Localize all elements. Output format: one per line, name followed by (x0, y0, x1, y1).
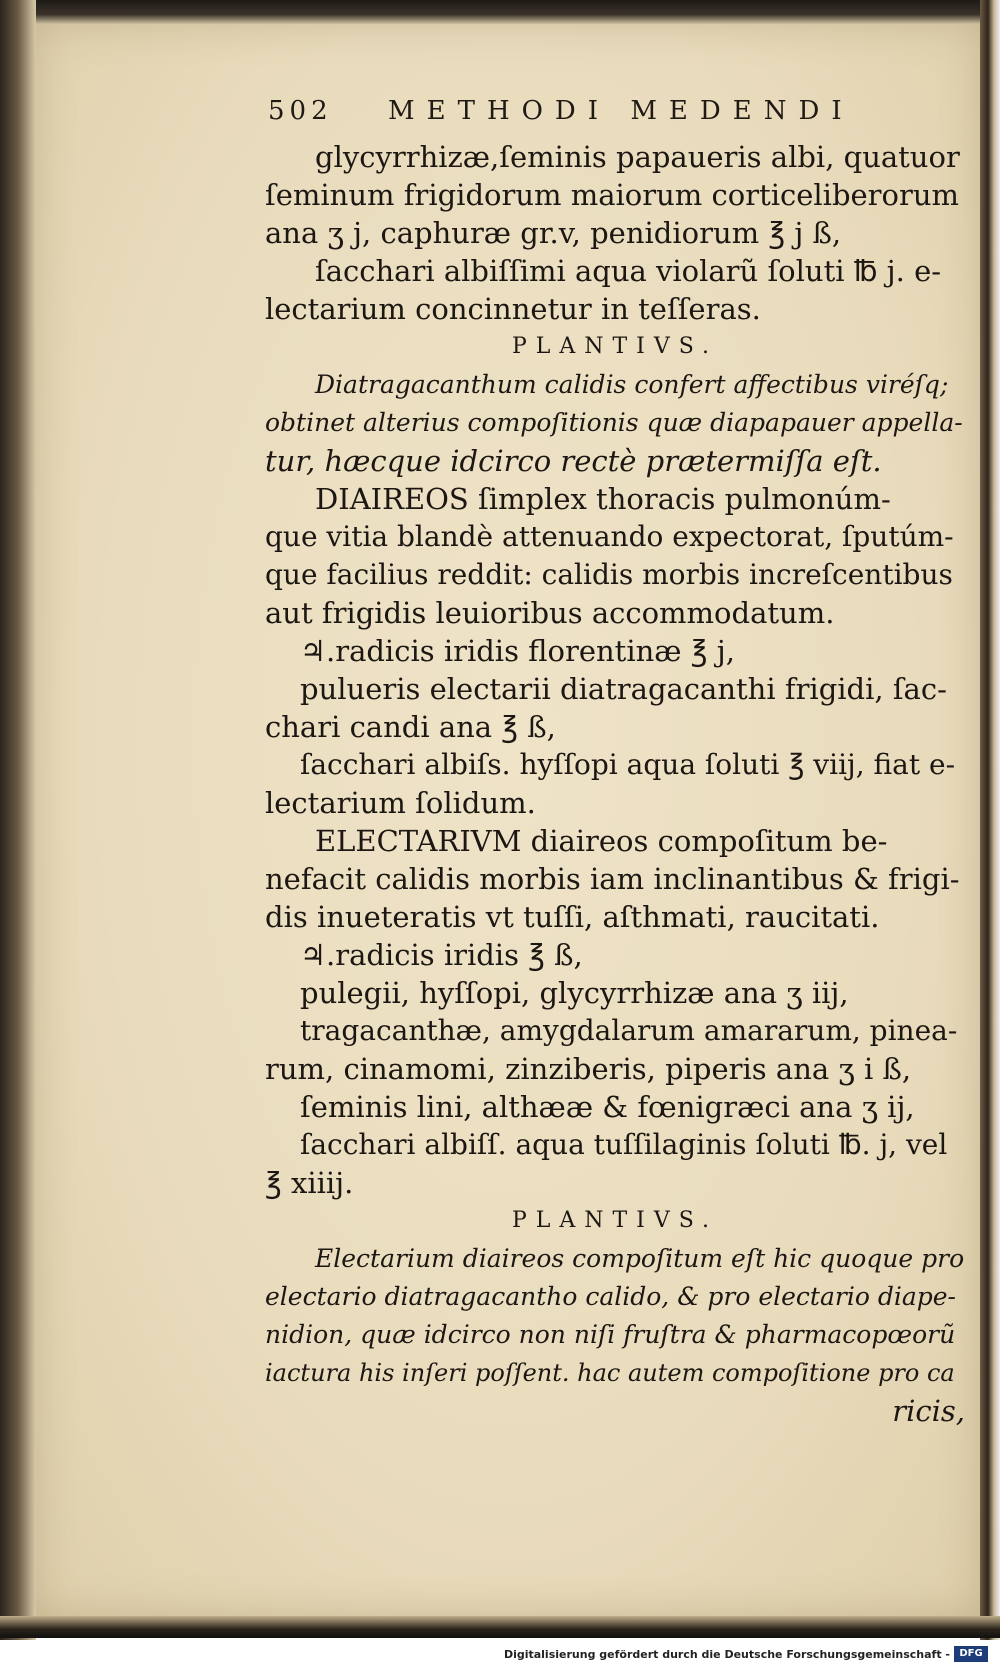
text-line: lectarium concinnetur in teſſeras. (265, 292, 761, 326)
text-line: lectarium ſolidum. (265, 786, 536, 820)
dfg-logo-icon: DFG (954, 1646, 988, 1662)
text-line: ♃.radicis iridis florentinæ ℥ j, (300, 634, 735, 668)
text-line: ricis, (892, 1394, 965, 1428)
text-line: ℥ xiiij. (265, 1166, 354, 1200)
text-line: dis inueteratis vt tuſſi, aſthmati, raucitati. (265, 900, 880, 934)
text-line: chari candi ana ℥ ß, (265, 710, 556, 744)
text-line: pulueris electarii diatragacanthi frigidi, ſac- (300, 672, 947, 706)
text-line: que facilius reddit: calidis morbis increſcentibus (265, 558, 953, 591)
text-line: nefacit calidis morbis iam inclinantibus & frigi- (265, 862, 960, 896)
text-line: Diatragacanthum calidis confert affectibus viréſq; (315, 370, 949, 399)
text-line: que vitia blandè attenuando expectorat, ſputúm- (265, 520, 954, 553)
text-line: Electarium diaireos compoſitum eſt hic quoque pro (315, 1244, 965, 1273)
book-edge-right (980, 0, 1000, 1640)
text-line: ſeminis lini, althææ & fœnigræci ana ʒ ij, (300, 1090, 915, 1124)
text-line: ſacchari albiſſimi aqua violarũ ſoluti ℔ j. e- (315, 254, 942, 288)
running-head: METHODI MEDENDI (388, 96, 854, 126)
text-line: ana ʒ j, caphuræ gr.v, penidiorum ℥ j ß, (265, 216, 842, 250)
text-line: glycyrrhizæ,ſeminis papaueris albi, quatuor (315, 140, 960, 174)
text-line: obtinet alterius compoſitionis quæ diapapauer appella- (265, 408, 963, 437)
text-line: DIAIREOS ſimplex thoracis pulmonúm- (315, 482, 891, 516)
text-line: iactura his inſeri poſſent. hac autem compoſitione pro ca (265, 1359, 955, 1387)
text-line: rum, cinamomi, zinziberis, piperis ana ʒ i ß, (265, 1052, 912, 1086)
page-header (268, 96, 968, 130)
book-edge-top (0, 0, 1000, 24)
funding-notice: Digitalisierung gefördert durch die Deutsche Forschungsgemeinschaft - (503, 1648, 950, 1661)
text-line: ſeminum frigidorum maiorum corticeliberorum (265, 178, 960, 212)
section-heading: PLANTIVS. (511, 334, 719, 359)
text-line: aut frigidis leuioribus accommodatum. (265, 596, 835, 630)
text-block (265, 138, 965, 1430)
text-line: tur, hæcque idcirco rectè prætermiſſa eſt. (265, 444, 882, 478)
text-line: electario diatragacantho calido, & pro electario diape- (265, 1282, 956, 1311)
text-line: tragacanthæ, amygdalarum amararum, pinea- (300, 1014, 958, 1047)
text-line: nidion, quæ idcirco non niſi fruſtra & pharmacopœorũ (265, 1320, 956, 1349)
text-line: ELECTARIVM diaireos compoſitum be- (315, 824, 888, 858)
text-line: ſacchari albiſs. hyſſopi aqua ſoluti ℥ viij, fiat e- (300, 748, 956, 781)
text-line: pulegii, hyſſopi, glycyrrhizæ ana ʒ iij, (300, 976, 849, 1010)
book-edge-bottom (0, 1616, 1000, 1638)
folio-number: 502 (268, 96, 333, 126)
text-line: ſacchari albiſſ. aqua tuſſilaginis ſoluti ℔. j, vel (300, 1128, 948, 1161)
text-line: ♃.radicis iridis ℥ ß, (300, 938, 583, 972)
section-heading: PLANTIVS. (511, 1208, 719, 1233)
book-edge-left (0, 0, 36, 1640)
